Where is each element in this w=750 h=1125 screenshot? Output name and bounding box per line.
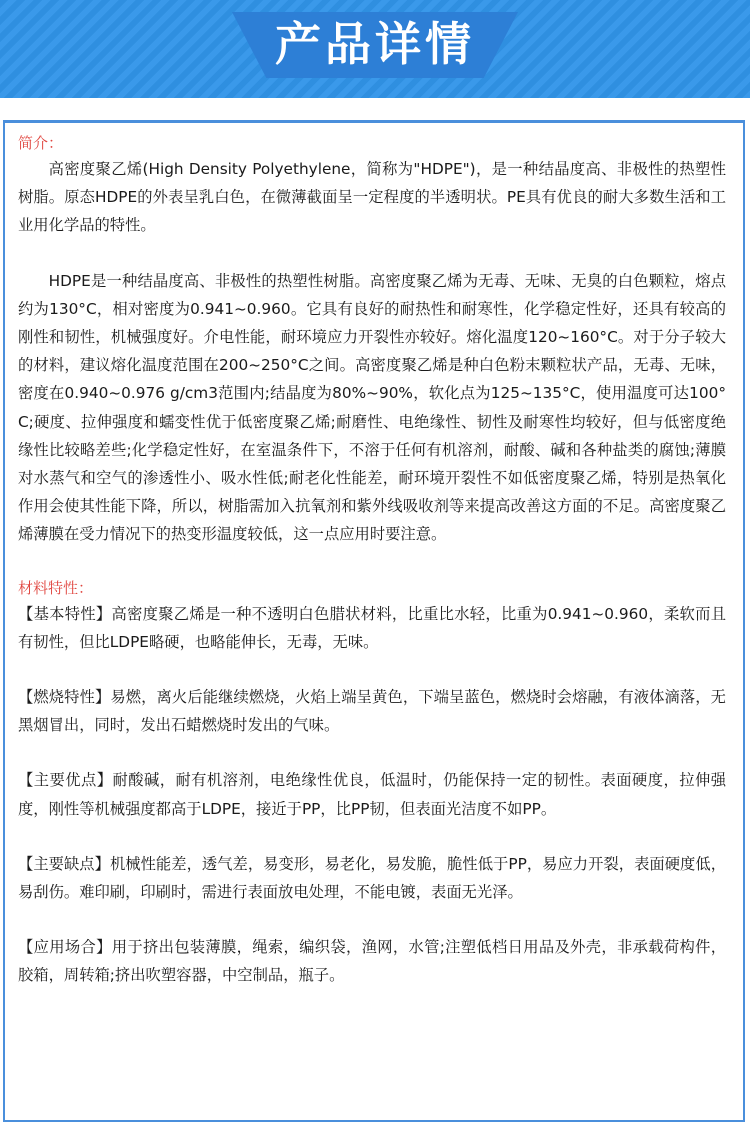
spacer [18,906,726,933]
content-frame [3,120,745,1122]
content-body [18,131,726,990]
properties-heading: 材料特性： [18,578,94,597]
spacer [18,240,726,267]
intro-paragraph-2: HDPE是一种结晶度高、非极性的热塑性树脂。高密度聚乙烯为无毒、无味、无臭的白色颗粒，熔点约为130°C，相对密度为0.941~0.960。它具有良好的耐热性和耐寒性，化学稳定性好，还具有较高的刚性和韧性，机械强度好。介电性能，耐环境应力开裂性亦较好。熔化温度120~160°C。对于分子较大的材料，建议熔化温度范围在200~250°C之间。高密度聚乙烯是种白色粉末颗粒状产品，无毒、无味，密度在0.940~0.976 g/cm3范围内;结晶度为80%~90%，软化点为125~135°C，使用温度可达100°C;硬度、拉伸强度和蠕变性优于低密度聚乙烯;耐磨性、电绝缘性、韧性及耐寒性均较好，但与低密度绝缘性比较略差些;化学稳定性好，在室温条件下，不溶于任何有机溶剂，耐酸、碱和各种盐类的腐蚀;薄膜对水蒸气和空气的渗透性小、吸水性低;耐老化性能差，耐环境开裂性不如低密度聚乙烯，特别是热氧化作用会使其性能下降，所以，树脂需加入抗氧剂和紫外线吸收剂等来提高改善这方面的不足。高密度聚乙烯薄膜在受力情况下的热变形温度较低，这一点应用时要注意。 [18,271,726,544]
property-item-disadvantages [18,850,726,906]
property-text: 耐酸碱，耐有机溶剂，电绝缘性优良，低温时，仍能保持一定的韧性。表面硬度，拉伸强度，刚性等机械强度都高于LDPE，接近于PP，比PP韧，但表面光洁度不如PP。 [18,771,726,818]
property-label: 【主要优点】 [18,771,113,790]
header-banner [0,0,750,98]
property-item-advantages [18,766,726,822]
property-label: 【燃烧特性】 [18,688,111,707]
spacer [18,656,726,683]
property-label: 【应用场合】 [18,938,112,957]
intro-heading: 简介： [18,134,64,152]
intro-paragraph-1: 高密度聚乙烯(High Density Polyethylene，简称为"HDPE")，是一种结晶度高、非极性的热塑性树脂。原态HDPE的外表呈乳白色，在微薄截面呈一定程度的半透明状。PE具有优良的耐大多数生活和工业用化学品的特性。 [18,160,726,235]
property-label: 【基本特性】 [18,604,112,623]
property-text: 易燃，离火后能继续燃烧，火焰上端呈黄色，下端呈蓝色，燃烧时会熔融，有液体滴落，无黑烟冒出，同时，发出石蜡燃烧时发出的气味。 [18,688,726,735]
property-text: 用于挤出包装薄膜，绳索，编织袋，渔网，水管;注塑低档日用品及外壳，非承载荷构件，胶箱，周转箱;挤出吹塑容器，中空制品，瓶子。 [18,938,726,985]
property-text: 高密度聚乙烯是一种不透明白色腊状材料，比重比水轻，比重为0.941~0.960，柔软而且有韧性，但比LDPE略硬，也略能伸长，无毒，无味。 [18,604,726,651]
spacer [18,823,726,850]
spacer [18,549,726,576]
property-item-applications [18,933,726,989]
property-item-burning [18,683,726,739]
spacer [18,739,726,766]
property-text: 机械性能差，透气差，易变形，易老化，易发脆，脆性低于PP，易应力开裂，表面硬度低，易刮伤。难印刷，印刷时，需进行表面放电处理，不能电镀，表面无光泽。 [18,854,726,902]
property-label: 【主要缺点】 [18,854,110,873]
page-title: 产品详情 [275,17,475,71]
property-item-basic [18,600,726,656]
